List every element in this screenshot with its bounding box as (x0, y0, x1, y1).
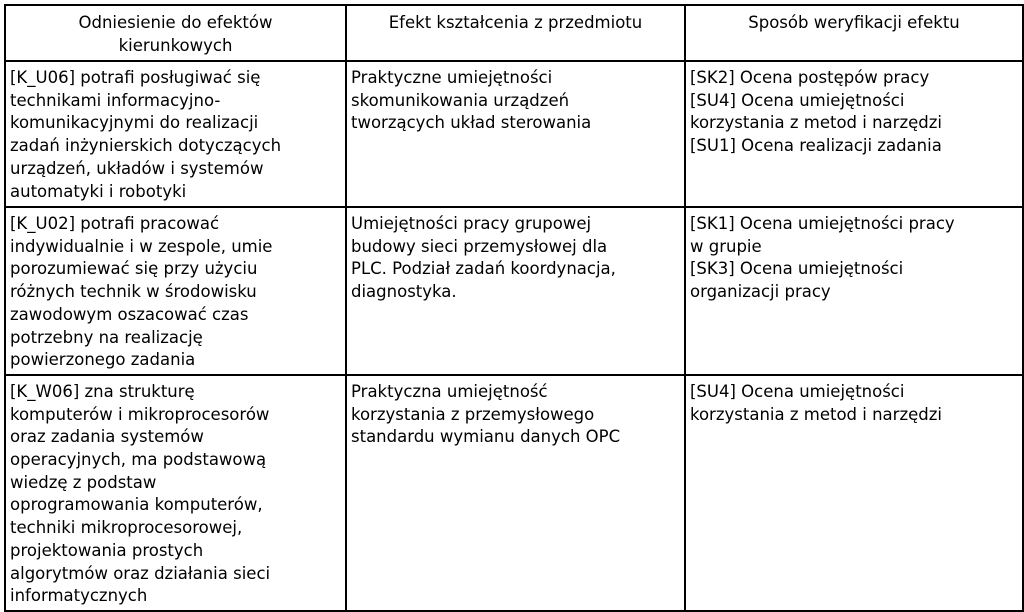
header-reference: Odniesienie do efektów kierunkowych (5, 5, 346, 61)
cell-verification: [SK2] Ocena postępów pracy [SU4] Ocena umiejętności korzystania z metod i narzędzi [SU1] Ocena realizacji zadania (685, 61, 1023, 207)
table-row (5, 207, 1023, 375)
header-effect: Efekt kształcenia z przedmiotu (346, 5, 685, 61)
cell-verification: [SU4] Ocena umiejętności korzystania z metod i narzędzi (685, 375, 1023, 611)
learning-outcomes-table (4, 4, 1024, 612)
table-row (5, 61, 1023, 207)
cell-effect: Praktyczna umiejętność korzystania z przemysłowego standardu wymianu danych OPC (346, 375, 685, 611)
table-row (5, 375, 1023, 611)
cell-reference: [K_U02] potrafi pracować indywidualnie i w zespole, umie porozumiewać się przy użyciu różnych technik w środowisku zawodowym oszacować czas potrzebny na realizację powierzonego zadania (5, 207, 346, 375)
header-verification: Sposób weryfikacji efektu (685, 5, 1023, 61)
cell-effect: Praktyczne umiejętności skomunikowania urządzeń tworzących układ sterowania (346, 61, 685, 207)
cell-effect: Umiejętności pracy grupowej budowy sieci przemysłowej dla PLC. Podział zadań koordynacja, diagnostyka. (346, 207, 685, 375)
cell-reference: [K_W06] zna strukturę komputerów i mikroprocesorów oraz zadania systemów operacyjnych, ma podstawową wiedzę z podstaw oprogramowania komputerów, techniki mikroprocesorowej, projektowania prostych algorytmów oraz działania sieci informatycznych (5, 375, 346, 611)
cell-reference: [K_U06] potrafi posługiwać się technikami informacyjno- komunikacyjnymi do realizacji zadań inżynierskich dotyczących urządzeń, układów i systemów automatyki i robotyki (5, 61, 346, 207)
header-row (5, 5, 1023, 61)
cell-verification: [SK1] Ocena umiejętności pracy w grupie [SK3] Ocena umiejętności organizacji pracy (685, 207, 1023, 375)
